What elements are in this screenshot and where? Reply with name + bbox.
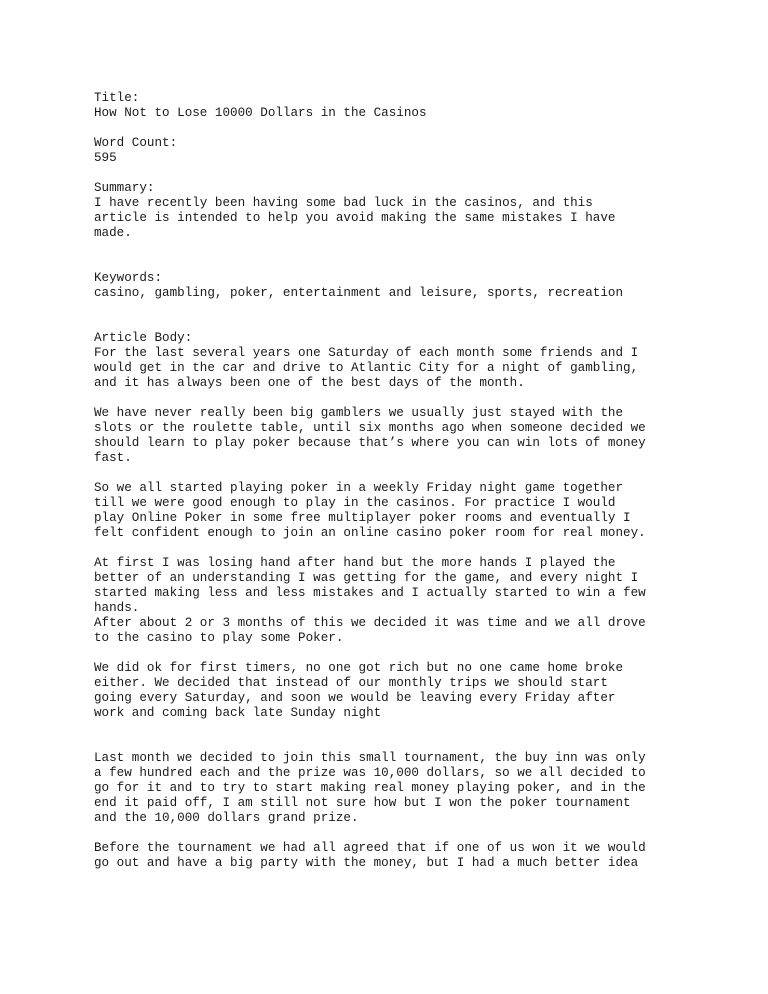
paragraph <box>94 841 694 871</box>
paragraph <box>94 346 694 391</box>
paragraph-line: So we all started playing poker in a weekly Friday night game together <box>94 481 624 495</box>
paragraph-line: hands. <box>94 601 140 615</box>
word-count-label: Word Count: <box>94 136 178 150</box>
paragraph <box>94 556 694 646</box>
paragraph-line: should learn to play poker because that’s where you can win lots of money <box>94 436 646 450</box>
paragraph-line: started making less and less mistakes and I actually started to win a few <box>94 586 646 600</box>
title-label: Title: <box>94 91 140 105</box>
paragraph-line: would get in the car and drive to Atlantic City for a night of gambling, <box>94 361 639 375</box>
document-text <box>94 91 694 871</box>
paragraph-line: Last month we decided to join this small tournament, the buy inn was only <box>94 751 646 765</box>
paragraph-line: go for it and to try to start making real money playing poker, and in the <box>94 781 646 795</box>
paragraph-line: a few hundred each and the prize was 10,000 dollars, so we all decided to <box>94 766 646 780</box>
paragraph-line: After about 2 or 3 months of this we decided it was time and we all drove <box>94 616 646 630</box>
paragraph-line: We have never really been big gamblers we usually just stayed with the <box>94 406 624 420</box>
paragraph-line: till we were good enough to play in the casinos. For practice I would <box>94 496 616 510</box>
paragraph-line: play Online Poker in some free multiplayer poker rooms and eventually I <box>94 511 631 525</box>
document-title: How Not to Lose 10000 Dollars in the Casinos <box>94 106 427 120</box>
paragraph-line: and it has always been one of the best days of the month. <box>94 376 525 390</box>
paragraph-line: and the 10,000 dollars grand prize. <box>94 811 359 825</box>
paragraph-line: Before the tournament we had all agreed that if one of us won it we would <box>94 841 646 855</box>
paragraph-line: For the last several years one Saturday of each month some friends and I <box>94 346 639 360</box>
word-count-value: 595 <box>94 151 117 165</box>
paragraph <box>94 751 694 826</box>
paragraph-line: either. We decided that instead of our monthly trips we should start <box>94 676 608 690</box>
summary-line: I have recently been having some bad luck in the casinos, and this <box>94 196 593 210</box>
summary-label: Summary: <box>94 181 155 195</box>
paragraph-line: We did ok for first timers, no one got rich but no one came home broke <box>94 661 624 675</box>
paragraph-line: work and coming back late Sunday night <box>94 706 382 720</box>
paragraph-line: fast. <box>94 451 132 465</box>
paragraph <box>94 406 694 466</box>
summary-line: article is intended to help you avoid making the same mistakes I have <box>94 211 616 225</box>
paragraph-line: go out and have a big party with the money, but I had a much better idea <box>94 856 639 870</box>
article-body-label: Article Body: <box>94 331 193 345</box>
paragraph-line: At first I was losing hand after hand but the more hands I played the <box>94 556 616 570</box>
keywords-label: Keywords: <box>94 271 163 285</box>
paragraph-line: slots or the roulette table, until six months ago when someone decided we <box>94 421 646 435</box>
paragraph-line: better of an understanding I was getting for the game, and every night I <box>94 571 639 585</box>
paragraph-line: felt confident enough to join an online casino poker room for real money. <box>94 526 646 540</box>
keywords-value: casino, gambling, poker, entertainment and leisure, sports, recreation <box>94 286 624 300</box>
paragraph-line: to the casino to play some Poker. <box>94 631 344 645</box>
paragraph <box>94 481 694 541</box>
paragraph-line: going every Saturday, and soon we would be leaving every Friday after <box>94 691 616 705</box>
paragraph <box>94 661 694 721</box>
paragraph-line: end it paid off, I am still not sure how but I won the poker tournament <box>94 796 631 810</box>
summary-line: made. <box>94 226 132 240</box>
